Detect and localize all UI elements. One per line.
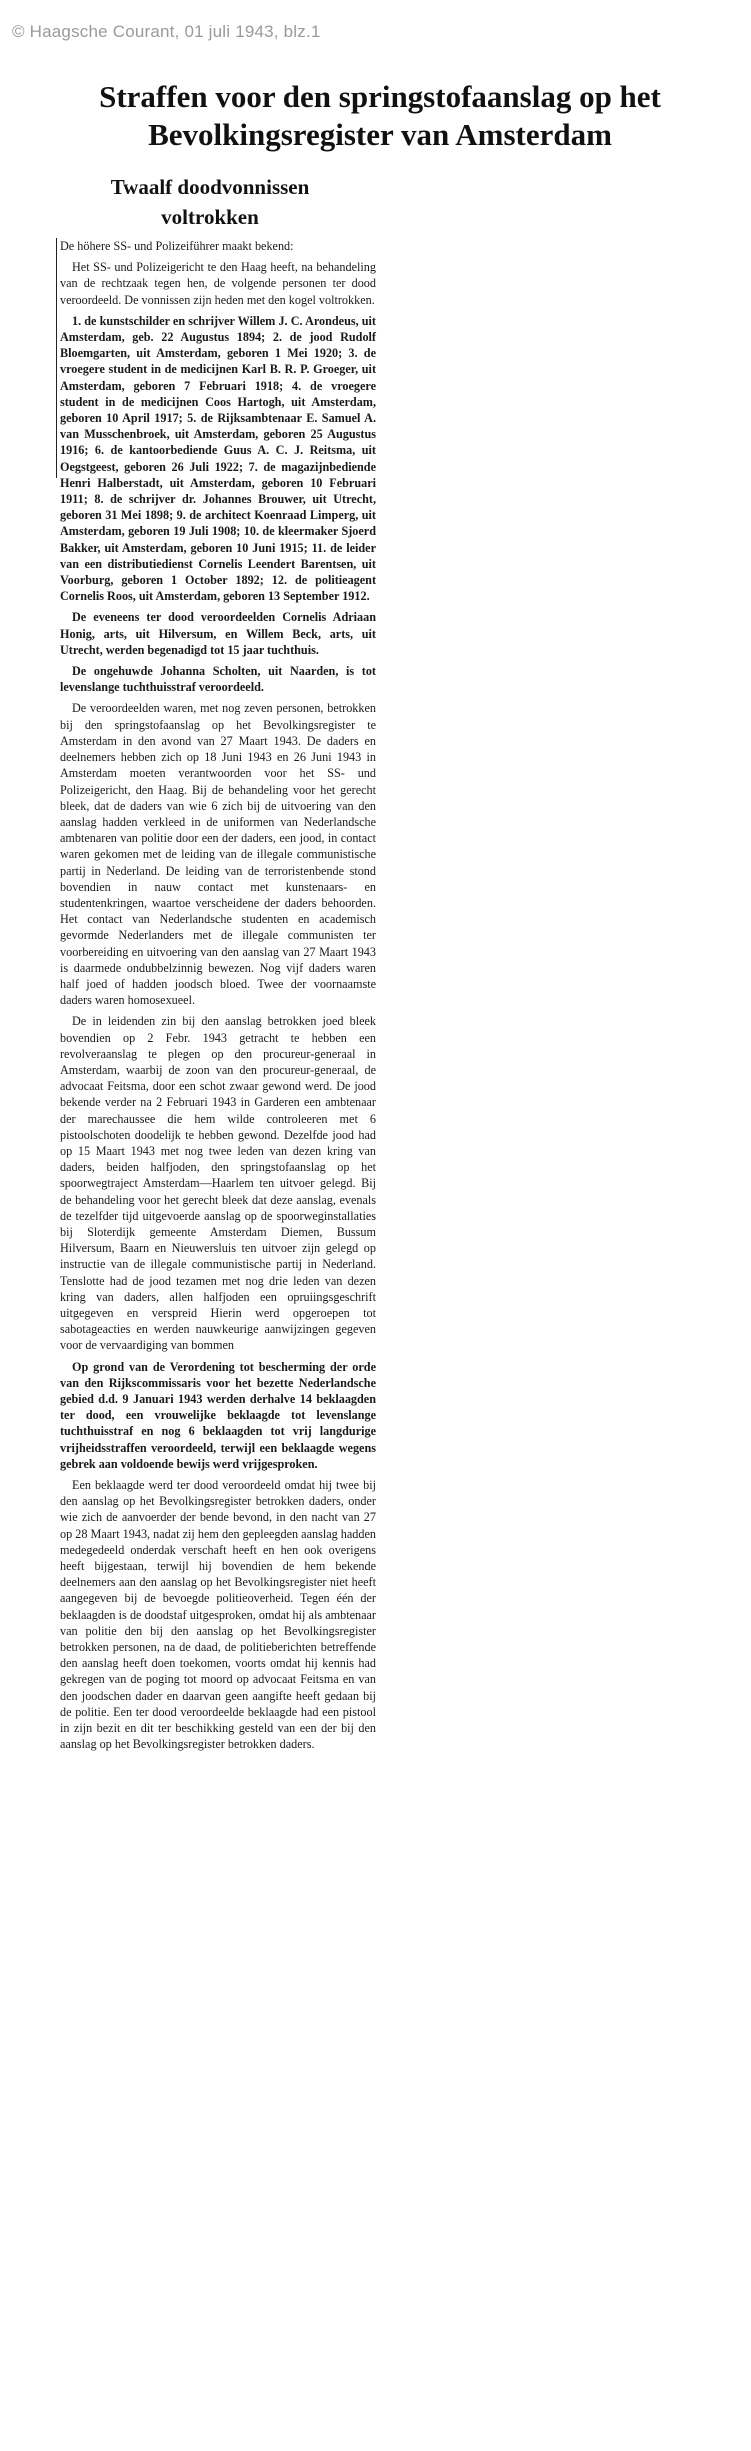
paragraph-legal-basis	[60, 1359, 376, 1472]
paragraph-background: De veroordeelden waren, met nog zeven personen, betrokken bij den springstofaanslag op het Bevolkingsregister te Amsterdam in den avond van 27 Maart 1943. De daders en deelnemers hebben zich op 18 Juni 1943 en 26 Juni 1943 in Amsterdam moeten verantwoorden voor het SS- und Polizeigericht, den Haag. Bij de behandeling voor het gerecht bleek, dat de daders van wie 6 zich bij de uitvoering van den aanslag hadden verkleed in de uniformen van Nederlandsche ambtenaren van politie door een der daders, een jood, in contact waren gekomen met de leiding van de illegale communistische partij in Nederland. De leiding van de terroristenbende stond bovendien in nauw contact met kunstenaars- en studentenkringen, waartoe verscheidene der daders behoorden. Het contact van Nederlandsche studenten en academisch gevormde Nederlanders met de illegale communisten ter voorbereiding en uitvoering van den aanslag van 27 Maart 1943 is daarmede ondubbelzinnig bewezen. Nog vijf daders waren half joed of hadden joodsch bloed. Twee der voornaamste daders waren homosexueel.	[60, 701, 376, 1008]
paragraph-life-sentence	[60, 663, 376, 695]
paragraph-individual-cases: Een beklaagde werd ter dood veroordeeld omdat hij twee bij den aanslag op het Bevolkingsregister betrokken daders, onder wie zich de aanvoerder der bende bevond, in den nacht van 27 op 28 Maart 1943, nadat zij hem den gepleegden aanslag hadden medegedeeld onderdak verschaft heeft en hen ook overigens heeft bijgestaan, terwijl hij bovendien de hem bekende deelnemers aan den aanslag op het Bevolkingsregister niet heeft aangegeven bij de bevoegde politieoverheid. Tegen één der beklaagden is de doodstaf uitgesproken, omdat hij als ambtenaar van politie den bij den aanslag op het Bevolkingsregister betrokken personen, na de daad, de politieberichten betreffende den aanslag heeft doen toekomen, voorts omdat hij kennis had gekregen van de poging tot moord op advocaat Feitsma en van den joodschen dader en daarvan geen aangifte heeft gedaan bij de politie. Een ter dood veroordeelde beklaagde had een pistool in zijn bezit en dit ter beschikking gesteld van een der bij den aanslag op het Bevolkingsregister betrokken daders.	[60, 1478, 376, 1752]
paragraph-pardoned	[60, 609, 376, 658]
executed-list-text: 1. de kunstschilder en schrijver Willem J. C. Arondeus, uit Amsterdam, geb. 22 Augustus 1894; 2. de jood Rudolf Bloemgarten, uit Amsterdam, geboren 1 Mei 1920; 3. de vroegere student in de medicijnen Karl B. R. P. Groeger, uit Amsterdam, geboren 7 Februari 1918; 4. de vroegere student in de medicijnen Coos Hartogh, uit Amsterdam, geboren 10 April 1917; 5. de Rijksambtenaar E. Samuel A. van Musschenbroek, uit Amsterdam, geboren 25 Augustus 1916; 6. de kantoorbediende Guus A. C. J. Reitsma, uit Oegstgeest, geboren 26 Juli 1922; 7. de magazijnbediende Henri Halberstadt, uit Amsterdam, geboren 10 Februari 1911; 8. de schrijver dr. Johannes Brouwer, uit Utrecht, geboren 31 Mei 1898; 9. de architect Koenraad Limperg, uit Amsterdam, geboren 19 Juli 1908; 10. de kleermaker Sjoerd Bakker, uit Amsterdam, geboren 10 Juni 1915; 11. de leider van een distributiedienst Cornelis Leendert Barentsen, uit Voorburg, geboren 1 October 1892; 12. de politieagent Cornelis Roos, uit Amsterdam, geboren 13 September 1912.	[60, 313, 376, 604]
paragraph-further-crimes: De in leidenden zin bij den aanslag betrokken joed bleek bovendien op 2 Febr. 1943 getracht te hebben een revolveraanslag te plegen op den procureur-generaal in Amsterdam, waarbij de zoon van den procureur-generaal, de advocaat Feitsma, door een schot zwaar gewond werd. De jood bekende verder na 2 Februari 1943 in Garderen een ambtenaar der marechaussee die hem wilde controleeren met 6 pistoolschoten doodelijk te hebben gewond. Dezelfde jood had op 15 Maart 1943 met nog twee leden van dezen kring van daders, beiden halfjoden, den springstofaanslag op het spoorwegtraject Amsterdam—Haarlem ten uitvoer gelegd. Bij de behandeling voor het gerecht bleek dat deze aanslag, evenals de tezelfder tijd uitgevoerde aanslag op de spoorweginstallaties bij Sloterdijk gemeente Amsterdam Diemen, Bussum Hilversum, Baarn en Nieuwersluis ten uitvoer zijn gelegd op instructie van de illegale communistische partij in Nederland. Tenslotte had de jood tezamen met nog drie leden van dezen kring van daders, allen halfjoden een opruiingsgeschrift uitgegeven en verspreid Hierin werd opgeroepen tot sabotageacties en werden nauwkeurige aanwijzingen gegeven voor de vervaardiging van bommen	[60, 1014, 376, 1353]
legal-basis-text: Op grond van de Verordening tot bescherming der orde van den Rijkscommissaris voor het bezette Nederlandsche gebied d.d. 9 Januari 1943 werden derhalve 14 beklaagden ter dood, een vrouwelijke beklaagde tot levenslange tuchthuisstraf en nog 6 beklaagden tot vrij langdurige vrijheidsstraffen veroordeeld, terwijl een beklaagde wegens gebrek aan voldoende bewijs werd vrijgesproken.	[60, 1359, 376, 1471]
article-body	[60, 238, 376, 1757]
column-rule	[56, 238, 57, 478]
paragraph-announcement: De höhere SS- und Polizeiführer maakt bekend:	[60, 239, 294, 253]
copyright-watermark: © Haagsche Courant, 01 juli 1943, blz.1	[12, 22, 321, 41]
pardoned-text: De eveneens ter dood veroordeelden Cornelis Adriaan Honig, arts, uit Hilversum, en Willem Beck, arts, uit Utrecht, werden begenadigd tot 15 jaar tuchthuis.	[60, 610, 376, 657]
article-subheadline: Twaalf doodvonnissen voltrokken	[110, 175, 310, 229]
paragraph-executed-list	[60, 313, 376, 605]
paragraph-verdict: Het SS- und Polizeigericht te den Haag heeft, na behandeling van de rechtzaak tegen hen, de volgende personen ter dood veroordeeld. De vonnissen zijn heden met den kogel voltrokken.	[60, 260, 376, 307]
life-sentence-text: De ongehuwde Johanna Scholten, uit Naarden, is tot levenslange tuchthuisstraf veroordeeld.	[60, 664, 376, 695]
article-headline: Straffen voor den springstofaanslag op het Bevolkingsregister van Amsterdam	[99, 79, 661, 152]
